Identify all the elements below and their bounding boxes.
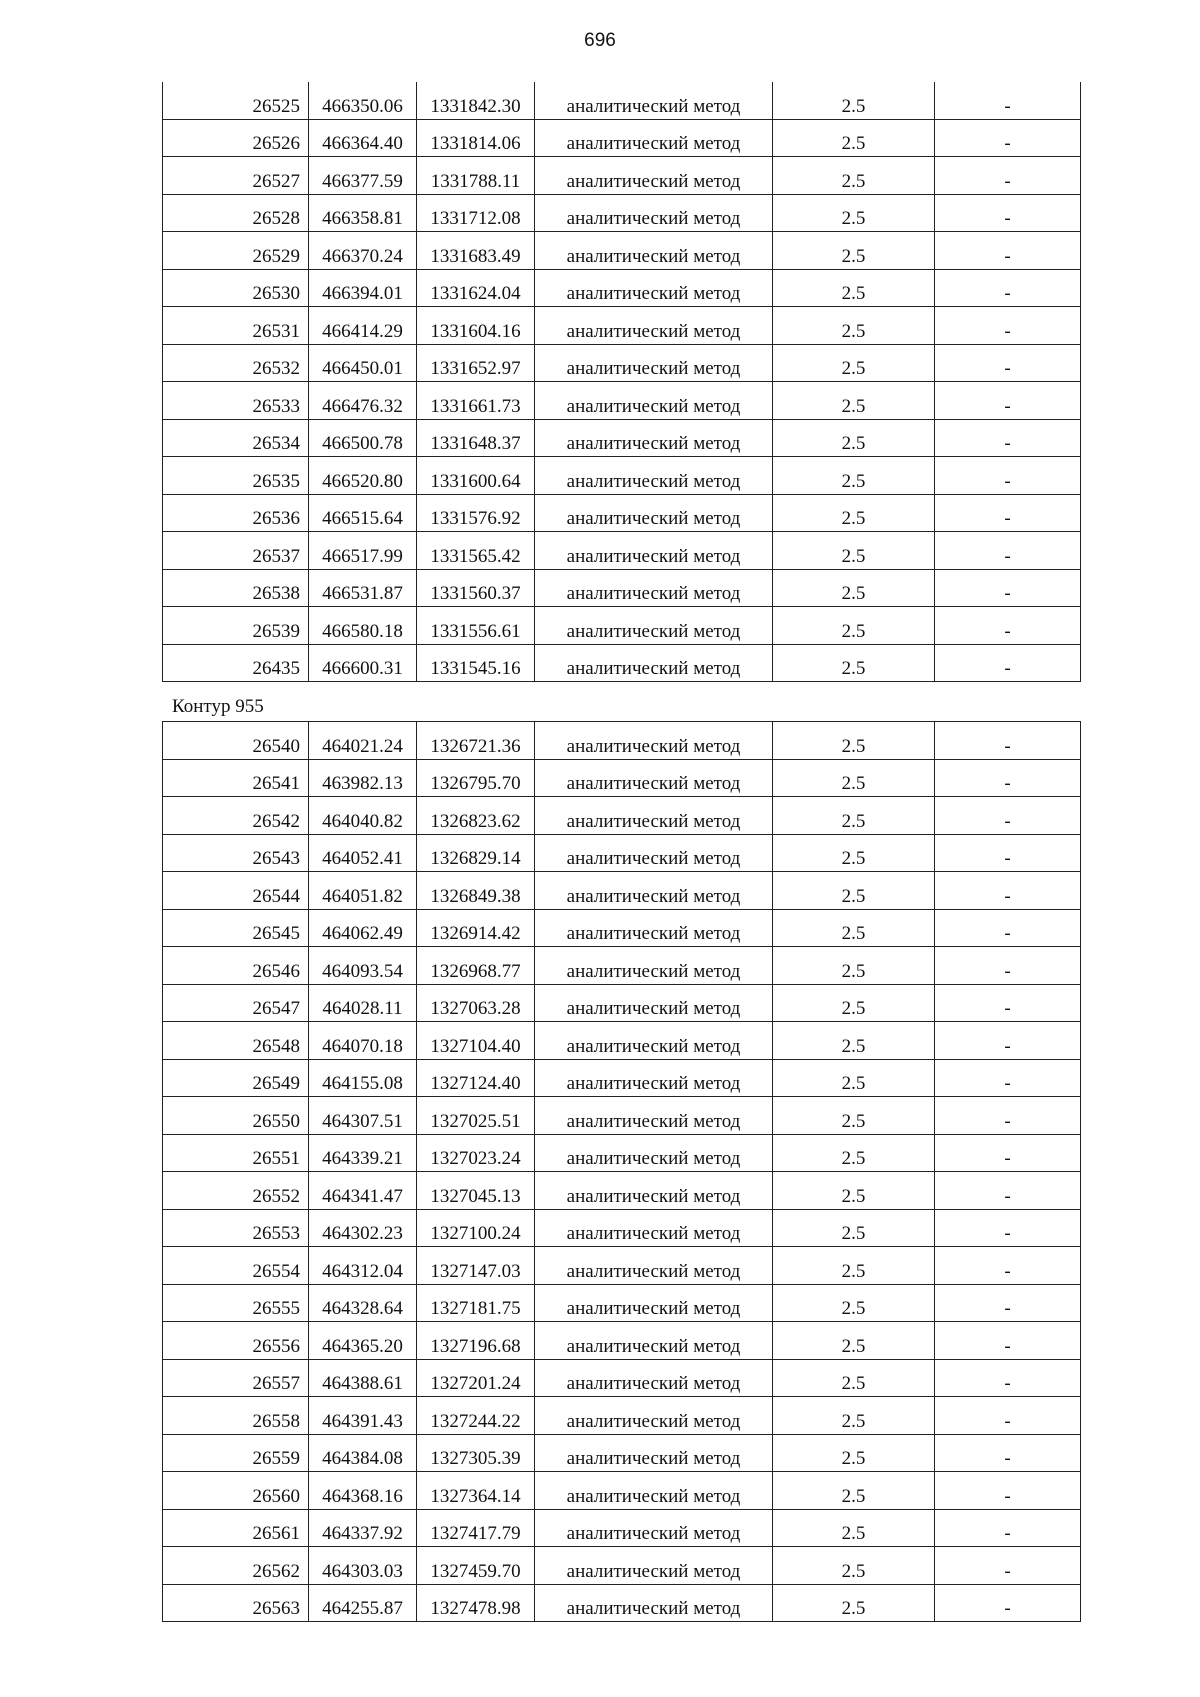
coordinates-table-top	[162, 82, 1081, 682]
note-cell: -	[935, 457, 1081, 495]
note-cell: -	[935, 494, 1081, 532]
point-number-cell: 26543	[163, 834, 309, 872]
accuracy-cell: 2.5	[773, 382, 935, 420]
y-coordinate-cell: 1331565.42	[417, 532, 535, 570]
note-cell: -	[935, 307, 1081, 345]
table-row	[163, 947, 1081, 985]
accuracy-cell: 2.5	[773, 532, 935, 570]
table-row	[163, 1322, 1081, 1360]
y-coordinate-cell: 1331842.30	[417, 82, 535, 119]
x-coordinate-cell: 466580.18	[309, 607, 417, 645]
y-coordinate-cell: 1331683.49	[417, 232, 535, 270]
accuracy-cell: 2.5	[773, 1584, 935, 1622]
accuracy-cell: 2.5	[773, 157, 935, 195]
point-number-cell: 26526	[163, 119, 309, 157]
y-coordinate-cell: 1331560.37	[417, 569, 535, 607]
method-cell: аналитический метод	[535, 494, 773, 532]
note-cell: -	[935, 1434, 1081, 1472]
table-row	[163, 1134, 1081, 1172]
method-cell: аналитический метод	[535, 194, 773, 232]
x-coordinate-cell: 466364.40	[309, 119, 417, 157]
method-cell: аналитический метод	[535, 1547, 773, 1585]
method-cell: аналитический метод	[535, 607, 773, 645]
table-row	[163, 307, 1081, 345]
y-coordinate-cell: 1327124.40	[417, 1059, 535, 1097]
accuracy-cell: 2.5	[773, 1209, 935, 1247]
x-coordinate-cell: 464384.08	[309, 1434, 417, 1472]
coordinates-table-bottom	[162, 721, 1081, 1622]
point-number-cell: 26562	[163, 1547, 309, 1585]
note-cell: -	[935, 419, 1081, 457]
x-coordinate-cell: 466394.01	[309, 269, 417, 307]
y-coordinate-cell: 1327196.68	[417, 1322, 535, 1360]
x-coordinate-cell: 464307.51	[309, 1097, 417, 1135]
note-cell: -	[935, 1022, 1081, 1060]
point-number-cell: 26558	[163, 1397, 309, 1435]
point-number-cell: 26541	[163, 759, 309, 797]
point-number-cell: 26556	[163, 1322, 309, 1360]
accuracy-cell: 2.5	[773, 1022, 935, 1060]
y-coordinate-cell: 1327181.75	[417, 1284, 535, 1322]
note-cell: -	[935, 607, 1081, 645]
accuracy-cell: 2.5	[773, 834, 935, 872]
y-coordinate-cell: 1327201.24	[417, 1359, 535, 1397]
point-number-cell: 26551	[163, 1134, 309, 1172]
table-row	[163, 722, 1081, 760]
x-coordinate-cell: 466520.80	[309, 457, 417, 495]
y-coordinate-cell: 1327025.51	[417, 1097, 535, 1135]
note-cell: -	[935, 344, 1081, 382]
point-number-cell: 26536	[163, 494, 309, 532]
x-coordinate-cell: 464312.04	[309, 1247, 417, 1285]
note-cell: -	[935, 157, 1081, 195]
table-row	[163, 1359, 1081, 1397]
x-coordinate-cell: 464062.49	[309, 909, 417, 947]
y-coordinate-cell: 1326829.14	[417, 834, 535, 872]
table-row	[163, 382, 1081, 420]
method-cell: аналитический метод	[535, 269, 773, 307]
method-cell: аналитический метод	[535, 872, 773, 910]
x-coordinate-cell: 466517.99	[309, 532, 417, 570]
point-number-cell: 26531	[163, 307, 309, 345]
table-row	[163, 607, 1081, 645]
accuracy-cell: 2.5	[773, 1134, 935, 1172]
accuracy-cell: 2.5	[773, 759, 935, 797]
y-coordinate-cell: 1326721.36	[417, 722, 535, 760]
note-cell: -	[935, 532, 1081, 570]
table-row	[163, 759, 1081, 797]
accuracy-cell: 2.5	[773, 607, 935, 645]
table-row	[163, 569, 1081, 607]
note-cell: -	[935, 1097, 1081, 1135]
y-coordinate-cell: 1326823.62	[417, 797, 535, 835]
point-number-cell: 26557	[163, 1359, 309, 1397]
method-cell: аналитический метод	[535, 344, 773, 382]
note-cell: -	[935, 797, 1081, 835]
point-number-cell: 26561	[163, 1509, 309, 1547]
note-cell: -	[935, 1059, 1081, 1097]
x-coordinate-cell: 466515.64	[309, 494, 417, 532]
accuracy-cell: 2.5	[773, 722, 935, 760]
accuracy-cell: 2.5	[773, 947, 935, 985]
y-coordinate-cell: 1327023.24	[417, 1134, 535, 1172]
method-cell: аналитический метод	[535, 82, 773, 119]
table-row	[163, 494, 1081, 532]
point-number-cell: 26553	[163, 1209, 309, 1247]
y-coordinate-cell: 1331788.11	[417, 157, 535, 195]
method-cell: аналитический метод	[535, 797, 773, 835]
table-row	[163, 834, 1081, 872]
x-coordinate-cell: 466358.81	[309, 194, 417, 232]
x-coordinate-cell: 464040.82	[309, 797, 417, 835]
method-cell: аналитический метод	[535, 947, 773, 985]
x-coordinate-cell: 464391.43	[309, 1397, 417, 1435]
table-row	[163, 532, 1081, 570]
x-coordinate-cell: 466370.24	[309, 232, 417, 270]
x-coordinate-cell: 464328.64	[309, 1284, 417, 1322]
y-coordinate-cell: 1326795.70	[417, 759, 535, 797]
x-coordinate-cell: 466350.06	[309, 82, 417, 119]
point-number-cell: 26563	[163, 1584, 309, 1622]
method-cell: аналитический метод	[535, 382, 773, 420]
x-coordinate-cell: 464341.47	[309, 1172, 417, 1210]
point-number-cell: 26538	[163, 569, 309, 607]
table-row	[163, 1022, 1081, 1060]
accuracy-cell: 2.5	[773, 419, 935, 457]
y-coordinate-cell: 1331600.64	[417, 457, 535, 495]
table-row	[163, 1509, 1081, 1547]
table-row	[163, 872, 1081, 910]
accuracy-cell: 2.5	[773, 269, 935, 307]
table-row	[163, 1172, 1081, 1210]
x-coordinate-cell: 464155.08	[309, 1059, 417, 1097]
y-coordinate-cell: 1327305.39	[417, 1434, 535, 1472]
method-cell: аналитический метод	[535, 532, 773, 570]
note-cell: -	[935, 834, 1081, 872]
point-number-cell: 26550	[163, 1097, 309, 1135]
method-cell: аналитический метод	[535, 1509, 773, 1547]
note-cell: -	[935, 569, 1081, 607]
table-row	[163, 797, 1081, 835]
method-cell: аналитический метод	[535, 909, 773, 947]
table-row	[163, 232, 1081, 270]
note-cell: -	[935, 872, 1081, 910]
method-cell: аналитический метод	[535, 644, 773, 682]
accuracy-cell: 2.5	[773, 494, 935, 532]
x-coordinate-cell: 464337.92	[309, 1509, 417, 1547]
table-row	[163, 269, 1081, 307]
y-coordinate-cell: 1326849.38	[417, 872, 535, 910]
point-number-cell: 26539	[163, 607, 309, 645]
x-coordinate-cell: 466600.31	[309, 644, 417, 682]
accuracy-cell: 2.5	[773, 307, 935, 345]
y-coordinate-cell: 1331604.16	[417, 307, 535, 345]
accuracy-cell: 2.5	[773, 1284, 935, 1322]
table-row	[163, 1097, 1081, 1135]
table-row	[163, 984, 1081, 1022]
accuracy-cell: 2.5	[773, 344, 935, 382]
y-coordinate-cell: 1327244.22	[417, 1397, 535, 1435]
note-cell: -	[935, 232, 1081, 270]
accuracy-cell: 2.5	[773, 1434, 935, 1472]
point-number-cell: 26544	[163, 872, 309, 910]
table-row	[163, 644, 1081, 682]
x-coordinate-cell: 464021.24	[309, 722, 417, 760]
note-cell: -	[935, 1322, 1081, 1360]
point-number-cell: 26534	[163, 419, 309, 457]
y-coordinate-cell: 1327478.98	[417, 1584, 535, 1622]
point-number-cell: 26533	[163, 382, 309, 420]
table-row	[163, 157, 1081, 195]
accuracy-cell: 2.5	[773, 797, 935, 835]
y-coordinate-cell: 1331624.04	[417, 269, 535, 307]
point-number-cell: 26537	[163, 532, 309, 570]
note-cell: -	[935, 1509, 1081, 1547]
accuracy-cell: 2.5	[773, 1397, 935, 1435]
method-cell: аналитический метод	[535, 1472, 773, 1510]
y-coordinate-cell: 1327417.79	[417, 1509, 535, 1547]
point-number-cell: 26552	[163, 1172, 309, 1210]
accuracy-cell: 2.5	[773, 194, 935, 232]
accuracy-cell: 2.5	[773, 1172, 935, 1210]
point-number-cell: 26528	[163, 194, 309, 232]
table-row	[163, 344, 1081, 382]
x-coordinate-cell: 466531.87	[309, 569, 417, 607]
accuracy-cell: 2.5	[773, 909, 935, 947]
note-cell: -	[935, 984, 1081, 1022]
method-cell: аналитический метод	[535, 157, 773, 195]
page-number: 696	[584, 30, 616, 51]
y-coordinate-cell: 1331712.08	[417, 194, 535, 232]
y-coordinate-cell: 1331576.92	[417, 494, 535, 532]
accuracy-cell: 2.5	[773, 1472, 935, 1510]
point-number-cell: 26527	[163, 157, 309, 195]
table-row	[163, 909, 1081, 947]
table-row	[163, 82, 1081, 119]
x-coordinate-cell: 466500.78	[309, 419, 417, 457]
note-cell: -	[935, 1134, 1081, 1172]
y-coordinate-cell: 1327147.03	[417, 1247, 535, 1285]
method-cell: аналитический метод	[535, 1584, 773, 1622]
x-coordinate-cell: 464339.21	[309, 1134, 417, 1172]
table-row	[163, 1209, 1081, 1247]
table-row	[163, 1284, 1081, 1322]
accuracy-cell: 2.5	[773, 1247, 935, 1285]
x-coordinate-cell: 464368.16	[309, 1472, 417, 1510]
method-cell: аналитический метод	[535, 307, 773, 345]
note-cell: -	[935, 1172, 1081, 1210]
method-cell: аналитический метод	[535, 1284, 773, 1322]
note-cell: -	[935, 1584, 1081, 1622]
y-coordinate-cell: 1326968.77	[417, 947, 535, 985]
method-cell: аналитический метод	[535, 834, 773, 872]
note-cell: -	[935, 119, 1081, 157]
method-cell: аналитический метод	[535, 722, 773, 760]
table-row	[163, 1247, 1081, 1285]
point-number-cell: 26540	[163, 722, 309, 760]
x-coordinate-cell: 466377.59	[309, 157, 417, 195]
point-number-cell: 26529	[163, 232, 309, 270]
contour-label: Контур 955	[172, 696, 264, 717]
point-number-cell: 26555	[163, 1284, 309, 1322]
y-coordinate-cell: 1327459.70	[417, 1547, 535, 1585]
note-cell: -	[935, 1397, 1081, 1435]
point-number-cell: 26554	[163, 1247, 309, 1285]
y-coordinate-cell: 1331556.61	[417, 607, 535, 645]
point-number-cell: 26559	[163, 1434, 309, 1472]
x-coordinate-cell: 464028.11	[309, 984, 417, 1022]
note-cell: -	[935, 1359, 1081, 1397]
table-row	[163, 194, 1081, 232]
table-row	[163, 119, 1081, 157]
y-coordinate-cell: 1327364.14	[417, 1472, 535, 1510]
accuracy-cell: 2.5	[773, 1097, 935, 1135]
point-number-cell: 26546	[163, 947, 309, 985]
x-coordinate-cell: 464093.54	[309, 947, 417, 985]
y-coordinate-cell: 1331648.37	[417, 419, 535, 457]
table-row	[163, 419, 1081, 457]
accuracy-cell: 2.5	[773, 1509, 935, 1547]
method-cell: аналитический метод	[535, 457, 773, 495]
point-number-cell: 26530	[163, 269, 309, 307]
point-number-cell: 26548	[163, 1022, 309, 1060]
note-cell: -	[935, 1472, 1081, 1510]
method-cell: аналитический метод	[535, 1059, 773, 1097]
accuracy-cell: 2.5	[773, 984, 935, 1022]
table-row	[163, 457, 1081, 495]
y-coordinate-cell: 1327045.13	[417, 1172, 535, 1210]
point-number-cell: 26547	[163, 984, 309, 1022]
accuracy-cell: 2.5	[773, 644, 935, 682]
y-coordinate-cell: 1331652.97	[417, 344, 535, 382]
accuracy-cell: 2.5	[773, 119, 935, 157]
x-coordinate-cell: 464255.87	[309, 1584, 417, 1622]
point-number-cell: 26545	[163, 909, 309, 947]
note-cell: -	[935, 269, 1081, 307]
method-cell: аналитический метод	[535, 1022, 773, 1060]
method-cell: аналитический метод	[535, 1397, 773, 1435]
method-cell: аналитический метод	[535, 1359, 773, 1397]
point-number-cell: 26435	[163, 644, 309, 682]
method-cell: аналитический метод	[535, 1322, 773, 1360]
point-number-cell: 26535	[163, 457, 309, 495]
point-number-cell: 26549	[163, 1059, 309, 1097]
table-row	[163, 1059, 1081, 1097]
accuracy-cell: 2.5	[773, 457, 935, 495]
y-coordinate-cell: 1326914.42	[417, 909, 535, 947]
note-cell: -	[935, 947, 1081, 985]
method-cell: аналитический метод	[535, 984, 773, 1022]
y-coordinate-cell: 1327104.40	[417, 1022, 535, 1060]
note-cell: -	[935, 1247, 1081, 1285]
note-cell: -	[935, 382, 1081, 420]
note-cell: -	[935, 759, 1081, 797]
method-cell: аналитический метод	[535, 1097, 773, 1135]
x-coordinate-cell: 466414.29	[309, 307, 417, 345]
point-number-cell: 26542	[163, 797, 309, 835]
accuracy-cell: 2.5	[773, 1547, 935, 1585]
x-coordinate-cell: 464052.41	[309, 834, 417, 872]
table-row	[163, 1397, 1081, 1435]
table-row	[163, 1547, 1081, 1585]
note-cell: -	[935, 1547, 1081, 1585]
method-cell: аналитический метод	[535, 1134, 773, 1172]
accuracy-cell: 2.5	[773, 232, 935, 270]
accuracy-cell: 2.5	[773, 1059, 935, 1097]
table-row	[163, 1472, 1081, 1510]
note-cell: -	[935, 644, 1081, 682]
x-coordinate-cell: 464302.23	[309, 1209, 417, 1247]
point-number-cell: 26525	[163, 82, 309, 119]
x-coordinate-cell: 464388.61	[309, 1359, 417, 1397]
method-cell: аналитический метод	[535, 1172, 773, 1210]
method-cell: аналитический метод	[535, 1247, 773, 1285]
table-row	[163, 1434, 1081, 1472]
note-cell: -	[935, 194, 1081, 232]
point-number-cell: 26560	[163, 1472, 309, 1510]
method-cell: аналитический метод	[535, 569, 773, 607]
point-number-cell: 26532	[163, 344, 309, 382]
x-coordinate-cell: 464051.82	[309, 872, 417, 910]
y-coordinate-cell: 1327063.28	[417, 984, 535, 1022]
method-cell: аналитический метод	[535, 232, 773, 270]
y-coordinate-cell: 1331814.06	[417, 119, 535, 157]
y-coordinate-cell: 1331545.16	[417, 644, 535, 682]
accuracy-cell: 2.5	[773, 872, 935, 910]
table-row	[163, 1584, 1081, 1622]
method-cell: аналитический метод	[535, 119, 773, 157]
accuracy-cell: 2.5	[773, 1359, 935, 1397]
method-cell: аналитический метод	[535, 419, 773, 457]
method-cell: аналитический метод	[535, 1434, 773, 1472]
method-cell: аналитический метод	[535, 759, 773, 797]
x-coordinate-cell: 464365.20	[309, 1322, 417, 1360]
note-cell: -	[935, 1209, 1081, 1247]
note-cell: -	[935, 82, 1081, 119]
accuracy-cell: 2.5	[773, 569, 935, 607]
y-coordinate-cell: 1331661.73	[417, 382, 535, 420]
x-coordinate-cell: 464303.03	[309, 1547, 417, 1585]
accuracy-cell: 2.5	[773, 1322, 935, 1360]
x-coordinate-cell: 466450.01	[309, 344, 417, 382]
x-coordinate-cell: 466476.32	[309, 382, 417, 420]
method-cell: аналитический метод	[535, 1209, 773, 1247]
accuracy-cell: 2.5	[773, 82, 935, 119]
note-cell: -	[935, 722, 1081, 760]
note-cell: -	[935, 909, 1081, 947]
x-coordinate-cell: 464070.18	[309, 1022, 417, 1060]
note-cell: -	[935, 1284, 1081, 1322]
y-coordinate-cell: 1327100.24	[417, 1209, 535, 1247]
x-coordinate-cell: 463982.13	[309, 759, 417, 797]
